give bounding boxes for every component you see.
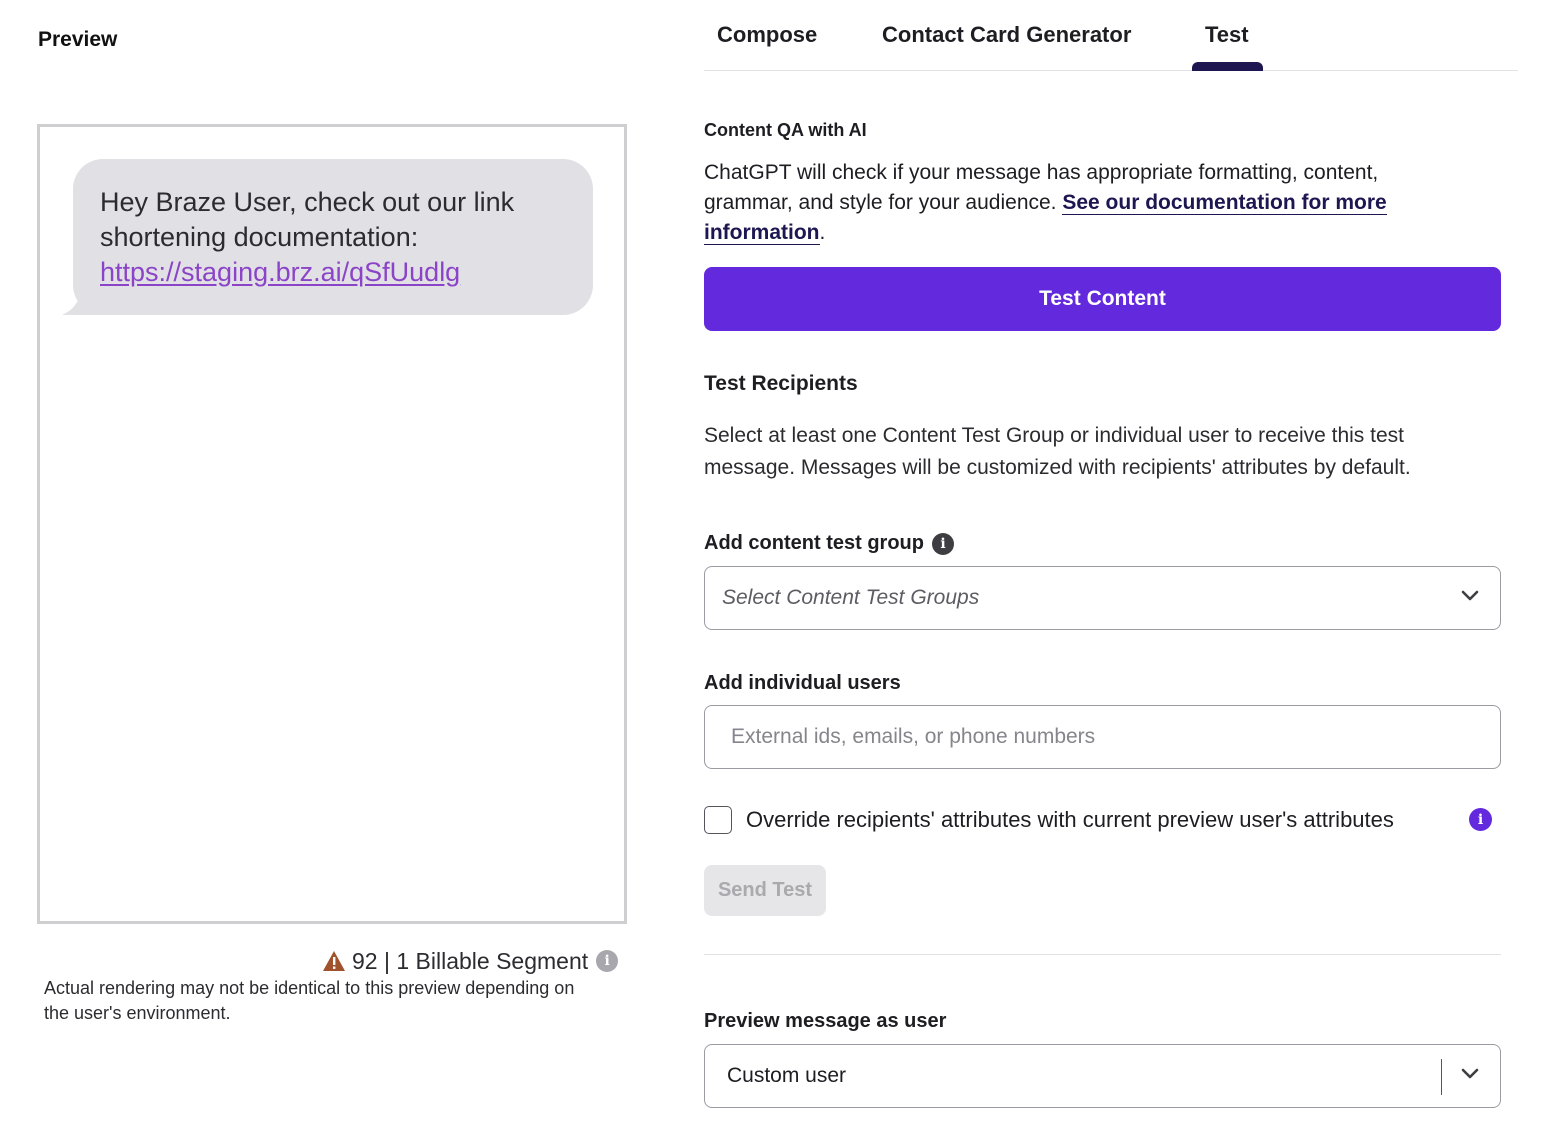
tab-contact-card-generator[interactable]: Contact Card Generator	[882, 22, 1132, 47]
send-test-button: Send Test	[704, 865, 826, 916]
message-link[interactable]: https://staging.brz.ai/qSfUudlg	[100, 257, 461, 287]
section-divider	[704, 954, 1501, 955]
preview-title: Preview	[38, 28, 118, 51]
test-content-button[interactable]: Test Content	[704, 267, 1501, 331]
content-test-group-select[interactable]	[704, 566, 1501, 630]
preview-disclaimer: Actual rendering may not be identical to this preview depending on the user's environment.	[44, 978, 575, 1023]
individual-users-input[interactable]	[704, 705, 1501, 769]
content-test-group-label-text: Add content test group	[704, 532, 924, 554]
content-qa-text: ChatGPT will check if your message has appropriate formatting, content, grammar, and style for your audience.	[704, 161, 1379, 214]
message-bubble	[73, 159, 593, 315]
select-separator	[1441, 1059, 1442, 1095]
content-test-group-info-icon[interactable]: i	[932, 533, 954, 555]
override-attributes-label[interactable]: Override recipients' attributes with current preview user's attributes	[746, 807, 1394, 832]
content-qa-heading: Content QA with AI	[704, 120, 867, 140]
override-attributes-row	[704, 806, 1394, 834]
chevron-down-icon	[1460, 589, 1480, 603]
content-test-group-placeholder: Select Content Test Groups	[722, 586, 980, 609]
tab-test[interactable]: Test	[1205, 22, 1249, 47]
test-recipients-description: Select at least one Content Test Group or individual user to receive this test message. Messages will be customized with recipients' attributes by default.	[704, 424, 1411, 479]
override-info-icon[interactable]: i	[1469, 808, 1492, 831]
preview-as-user-label: Preview message as user	[704, 1010, 947, 1032]
content-qa-trailing: .	[819, 221, 826, 244]
chevron-down-icon	[1460, 1067, 1480, 1081]
tab-active-indicator	[1192, 62, 1263, 71]
warning-triangle-icon	[322, 950, 346, 972]
preview-as-user-select[interactable]	[704, 1044, 1501, 1108]
segment-info-text: 92 | 1 Billable Segment	[352, 947, 589, 974]
content-qa-description	[704, 158, 1464, 248]
tab-bar	[704, 0, 1518, 71]
preview-as-user-value: Custom user	[727, 1064, 847, 1087]
individual-users-label: Add individual users	[704, 672, 901, 694]
segment-info-icon[interactable]: i	[596, 950, 618, 972]
override-attributes-checkbox[interactable]	[704, 806, 732, 834]
message-text: Hey Braze User, check out our link shortening documentation:	[100, 187, 515, 252]
content-test-group-label	[704, 532, 954, 555]
segment-info-row	[322, 944, 618, 978]
tab-compose[interactable]: Compose	[717, 22, 818, 47]
phone-preview-frame	[37, 124, 627, 924]
documentation-link[interactable]: See our documentation for more information	[704, 191, 1387, 244]
test-recipients-heading: Test Recipients	[704, 372, 858, 395]
